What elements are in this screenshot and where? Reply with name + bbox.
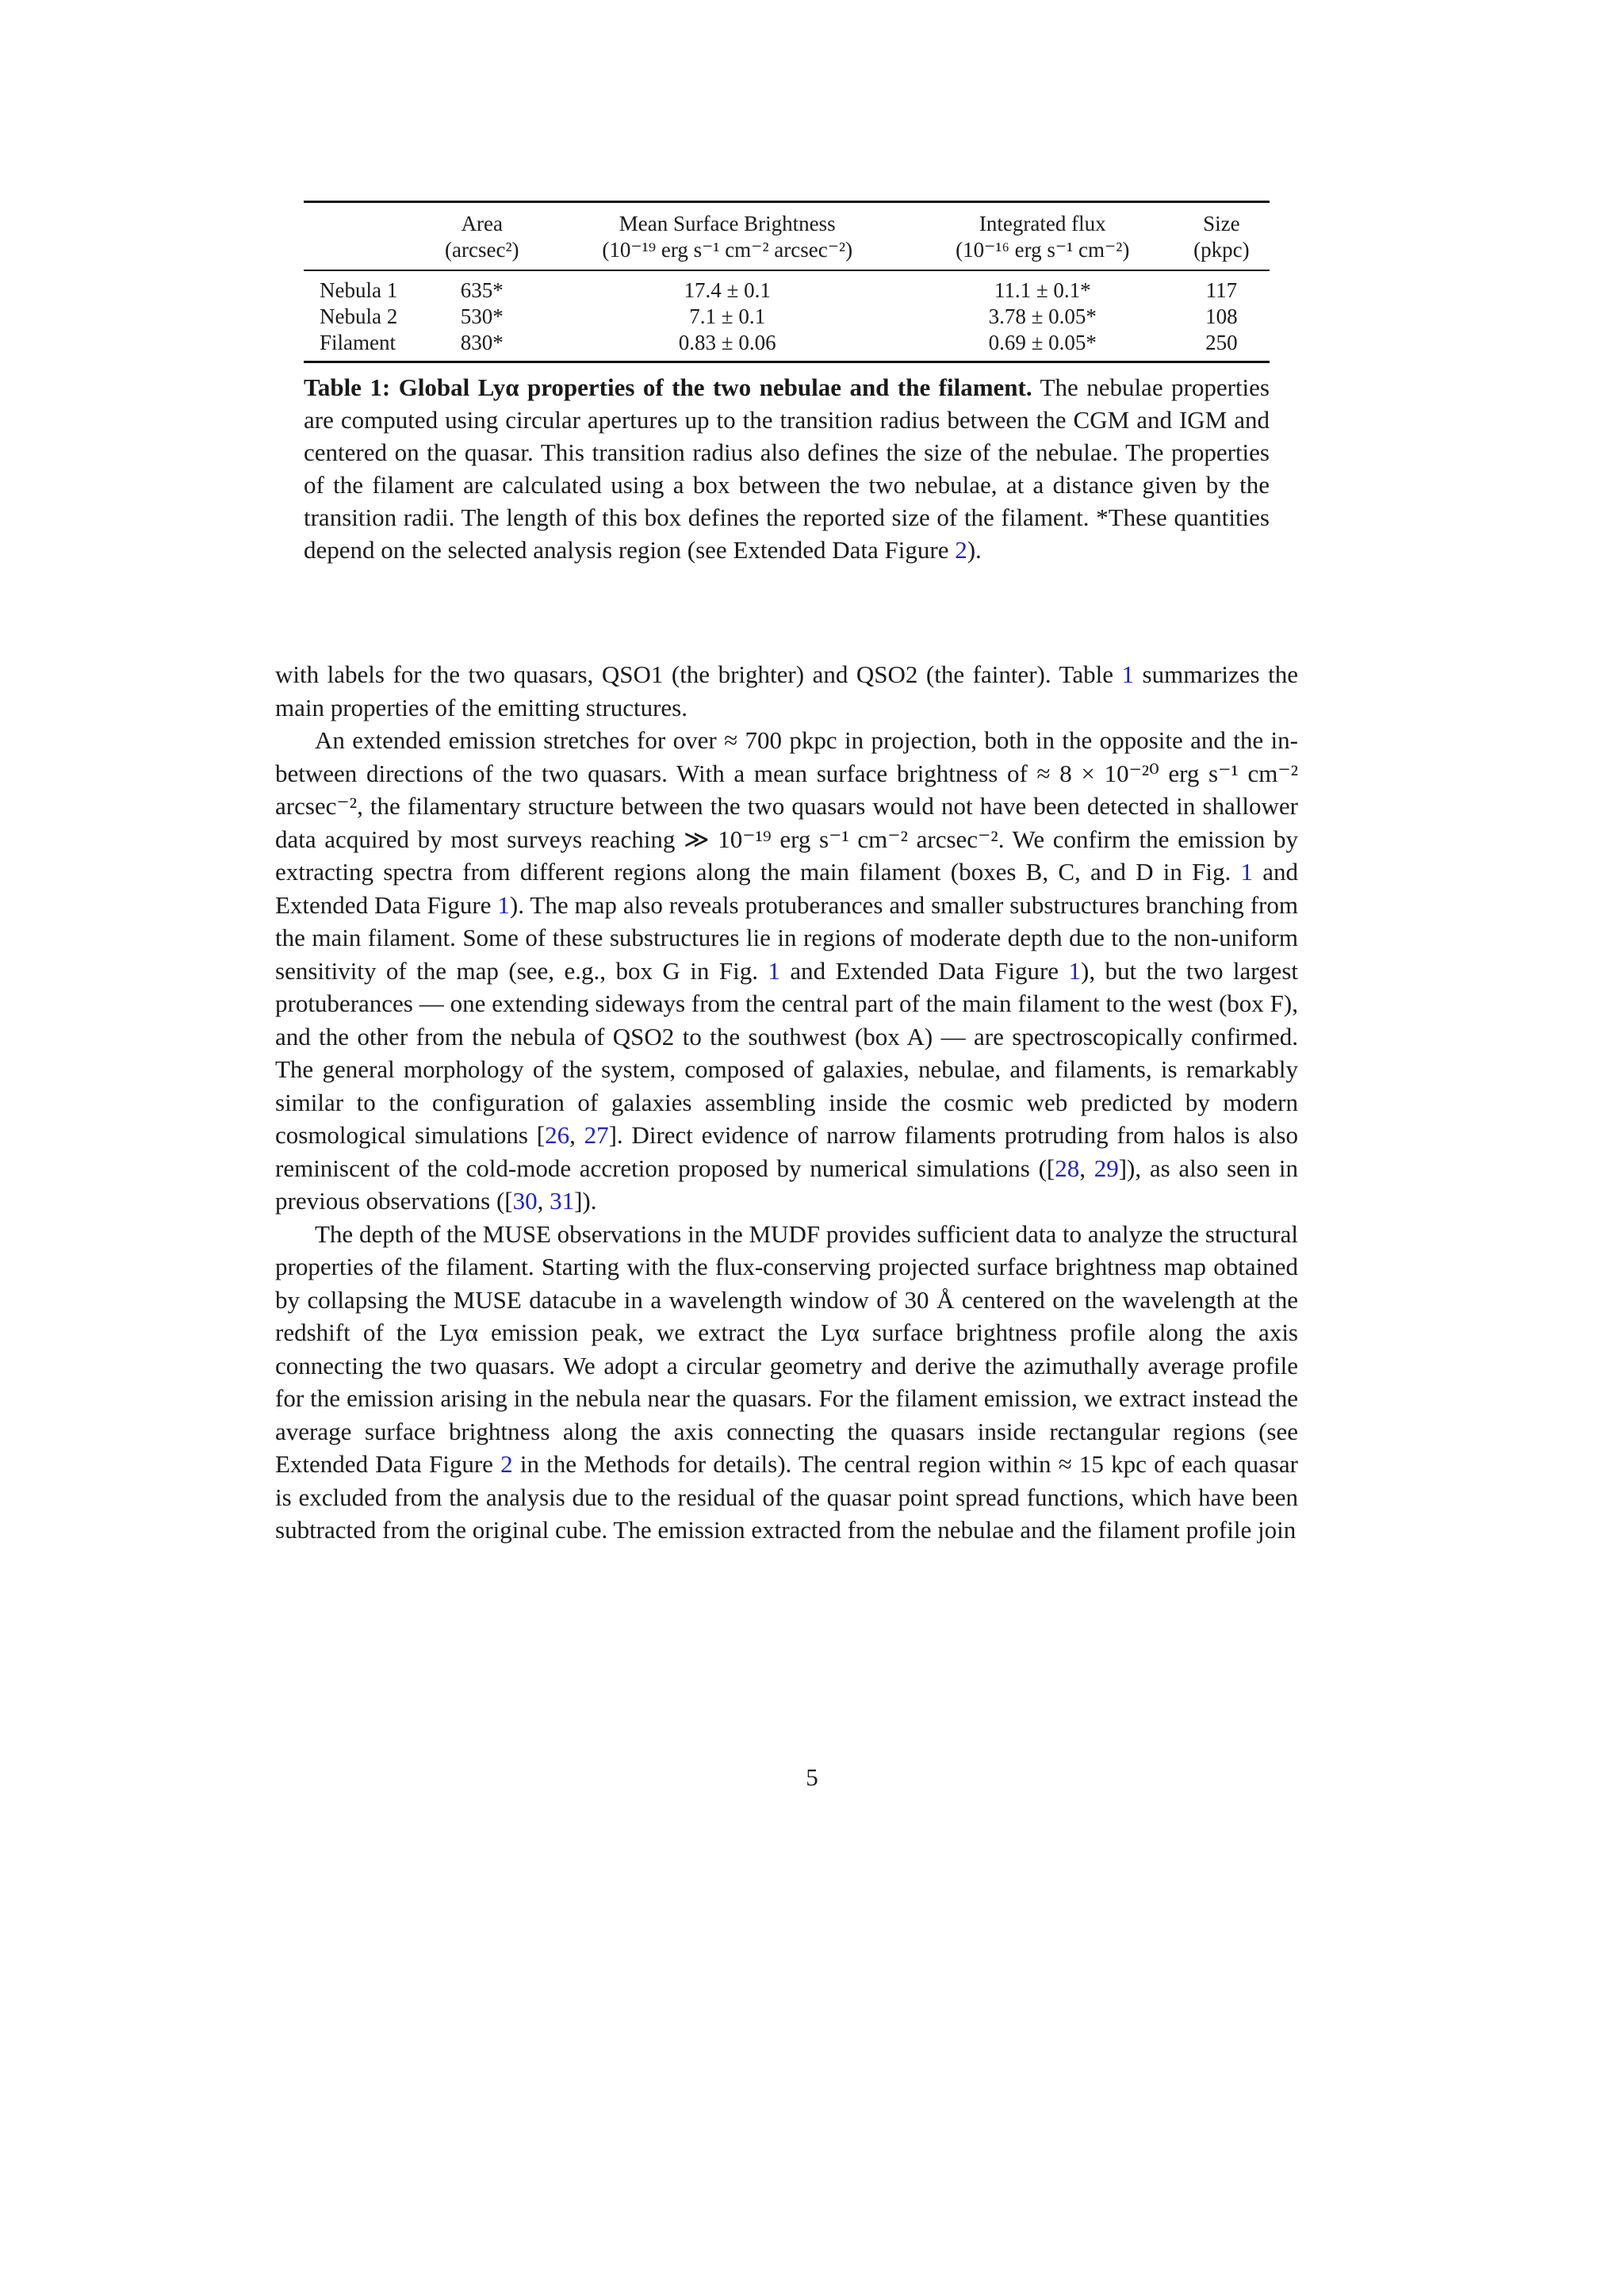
table-header-row — [304, 202, 1270, 238]
table-reference-link[interactable]: 1 — [1121, 660, 1134, 688]
text-run: , — [569, 1121, 584, 1149]
header-msb: Mean Surface Brightness — [543, 202, 912, 238]
text-run: summarizes the main properties of the emitting structures. — [275, 660, 1298, 721]
text-run: An extended emission stretches for over ≈ 700 pkpc in projection, both in the opposite and the in-between directions of the two quasars. With a mean surface brightness of ≈ 8 × 10⁻²⁰ erg s⁻¹ cm⁻² arcsec⁻², the filamentary structure between the two quasars would not have been detected in shallower data acquired by most surveys reaching ≫ 10⁻¹⁹ erg s⁻¹ cm⁻² arcsec⁻². We confirm the emission by extracting spectra from different regions along the main filament (boxes B, C, and D in Fig. — [275, 726, 1298, 886]
unit-area: (arcsec²) — [421, 237, 543, 270]
cell-msb: 17.4 ± 0.1 — [684, 278, 771, 302]
cell-flux: 11.1 ± 0.1* — [994, 278, 1091, 302]
paragraph-2 — [275, 724, 1298, 1218]
row-name: Nebula 1 — [320, 278, 398, 302]
unit-empty — [304, 237, 421, 270]
paragraph-3 — [275, 1218, 1298, 1547]
figure-reference-link[interactable]: 1 — [768, 956, 780, 985]
caption-text-end: ). — [967, 536, 982, 564]
table-caption — [304, 371, 1270, 566]
header-empty — [304, 202, 421, 238]
citation-link[interactable]: 27 — [584, 1121, 609, 1149]
text-run: , — [537, 1187, 550, 1215]
header-size: Size — [1174, 202, 1270, 238]
cell-area: 830* — [421, 330, 543, 362]
citation-link[interactable]: 31 — [550, 1187, 575, 1215]
cell-flux: 3.78 ± 0.05* — [988, 304, 1097, 328]
cell-msb: 0.83 ± 0.06 — [543, 330, 912, 362]
text-run: , — [1079, 1154, 1094, 1182]
text-run: ). The map also reveals protuberances and smaller substructures branching from the main filament. Some of these substructures lie in regions of moderate depth due to the non-uniform sensitivity of the map (see, e.g., box G in Fig. — [275, 890, 1298, 985]
cell-size: 250 — [1174, 330, 1270, 362]
cell-size: 117 — [1205, 278, 1238, 302]
cell-area: 530* — [460, 304, 504, 328]
caption-label: Table 1 — [304, 373, 382, 401]
body-text — [275, 658, 1298, 1547]
unit-size: (pkpc) — [1174, 237, 1270, 270]
text-run: ]. Direct evidence of narrow filaments protruding from halos is also reminiscent of the cold-mode accretion proposed by numerical simulations ([ — [275, 1121, 1299, 1182]
row-name: Filament — [304, 330, 421, 362]
text-run: ), but the two largest protuberances — one extending sideways from the central part of the main filament to the west (box F), and the other from the nebula of QSO2 to the southwest (box A) — are spectroscopically confirmed. The general morphology of the system, composed of galaxies, nebulae, and filaments, is remarkably similar to the configuration of galaxies assembling inside the cosmic web predicted by modern cosmological simulations [ — [275, 956, 1298, 1149]
cell-flux: 0.69 ± 0.05* — [912, 330, 1174, 362]
text-run: ]), as also seen in previous observations ([ — [275, 1154, 1298, 1215]
text-run: The depth of the MUSE observations in the MUDF provides sufficient data to analyze the structural properties of the filament. Starting with the flux-conserving projected surface brightness map obtained by collapsing the MUSE datacube in a wavelength window of 30 Å centered on the wavelength at the redshift of the Lyα emission peak, we extract the Lyα surface brightness profile along the axis connecting the two quasars. We adopt a circular geometry and derive the azimuthally average profile for the emission arising in the nebula near the quasars. For the filament emission, we extract instead the average surface brightness along the axis connecting the quasars inside rectangular regions (see Extended Data Figure — [275, 1219, 1298, 1478]
caption-colon: : — [381, 373, 399, 401]
caption-text: The nebulae properties are computed using circular apertures up to the transition radius between the CGM and IGM and centered on the quasar. This transition radius also defines the size of the nebulae. The properties of the filament are calculated using a box between the two nebulae, at a distance given by the transition radii. The length of this box defines the reported size of the filament. *These quantities depend on the selected analysis region (see Extended Data Figure — [304, 373, 1270, 564]
page-number: 5 — [806, 1763, 818, 1791]
table-1-block — [304, 201, 1270, 566]
figure-reference-link[interactable]: 1 — [497, 890, 510, 919]
cell-size: 108 — [1205, 304, 1238, 328]
text-run: with labels for the two quasars, QSO1 (the brighter) and QSO2 (the fainter). Table — [275, 660, 1122, 688]
row-name: Nebula 2 — [320, 304, 398, 328]
properties-table — [304, 201, 1270, 363]
unit-msb: (10⁻¹⁹ erg s⁻¹ cm⁻² arcsec⁻²) — [543, 237, 912, 270]
figure-reference-link[interactable]: 1 — [1068, 956, 1082, 985]
paragraph-1 — [275, 658, 1298, 724]
citation-link[interactable]: 26 — [545, 1121, 570, 1149]
figure-reference-link[interactable]: 2 — [955, 536, 967, 564]
header-flux: Integrated flux — [912, 202, 1174, 238]
figure-reference-link[interactable]: 1 — [1240, 858, 1253, 886]
table-row — [304, 270, 1270, 304]
citation-link[interactable]: 30 — [512, 1187, 538, 1215]
table-unit-row — [304, 237, 1270, 270]
text-run: in the Methods for details). The central region within ≈ 15 kpc of each quasar is excluded from the analysis due to the residual of the quasar point spread functions, which have been subtracted from the original cube. The emission extracted from the nebulae and the filament profile join — [275, 1450, 1298, 1544]
citation-link[interactable]: 29 — [1094, 1154, 1119, 1182]
header-area: Area — [421, 202, 543, 238]
figure-reference-link[interactable]: 2 — [500, 1450, 513, 1478]
cell-msb: 7.1 ± 0.1 — [689, 304, 766, 328]
citation-link[interactable]: 28 — [1055, 1154, 1080, 1182]
text-run: ]). — [574, 1187, 597, 1215]
unit-flux: (10⁻¹⁶ erg s⁻¹ cm⁻²) — [912, 237, 1174, 270]
text-run: and Extended Data Figure — [275, 858, 1298, 919]
text-run: and Extended Data Figure — [779, 956, 1069, 985]
table-row — [304, 304, 1270, 330]
table-row — [304, 330, 1270, 362]
cell-area: 635* — [460, 278, 504, 302]
caption-title: Global Lyα properties of the two nebulae and the filament. — [398, 373, 1032, 401]
